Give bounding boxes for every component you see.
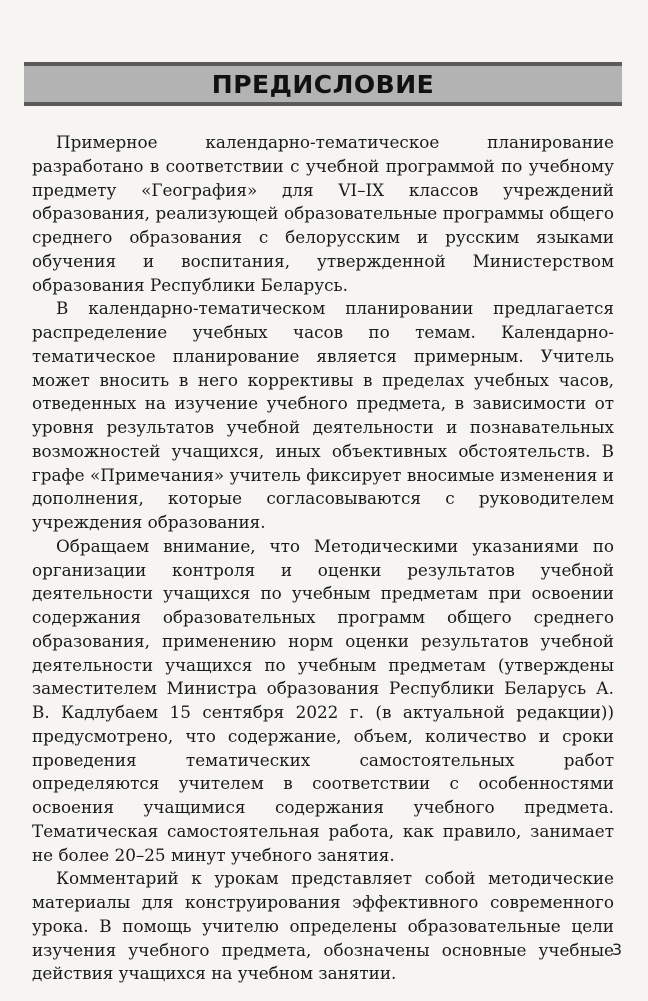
paragraph-2: В календарно-тематическом планировании предлагается распределение учебных часов по темам. Календарно-тематическое планирование является примерным. Учитель может вносить в него коррективы в пределах учебных часов, отведенных на изучение учебного предмета, в зависимости от уровня результатов учебной деятельности и познавательных возможностей учащихся, иных объективных обстоятельств. В графе «Примечания» учитель фиксирует вносимые изменения и дополнения, которые согласовываются с руководителем учреждения образования. [32,298,614,532]
body-text [32,131,614,986]
paragraph-4: Комментарий к урокам представляет собой методические материалы для конструирования эффективного современного урока. В помощь учителю определены образовательные цели изучения учебного предмета, обозначены основные учебные действия учащихся на учебном занятии. [32,868,614,984]
paragraph-1: Примерное календарно-тематическое планирование разработано в соответствии с учебной программой по учебному предмету «География» для VI–IX классов учреждений образования, реализующей образовательные программы общего среднего образования с белорусским и русским языками обучения и воспитания, утвержденной Министерством образования Республики Беларусь. [32,132,614,295]
section-heading-bar [24,62,622,106]
page-number: 3 [611,940,622,959]
section-title: ПРЕДИСЛОВИЕ [211,69,435,99]
paragraph-3: Обращаем внимание, что Методическими указаниями по организации контроля и оценки результатов учебной деятельности учащихся по учебным предметам при освоении содержания образовательных программ общего среднего образования, применению норм оценки результатов учебной деятельности учащихся по учебным предметам (утверждены заместителем Министра образования Республики Беларусь А. В. Кадлубаем 15 сентября 2022 г. (в актуальной редакции)) предусмотрено, что содержание, объем, количество и сроки проведения тематических самостоятельных работ определяются учителем в соответствии с особенностями освоения учащимися содержания учебного предмета. Тематическая самостоятельная работа, как правило, занимает не более 20–25 минут учебного занятия. [32,535,614,865]
